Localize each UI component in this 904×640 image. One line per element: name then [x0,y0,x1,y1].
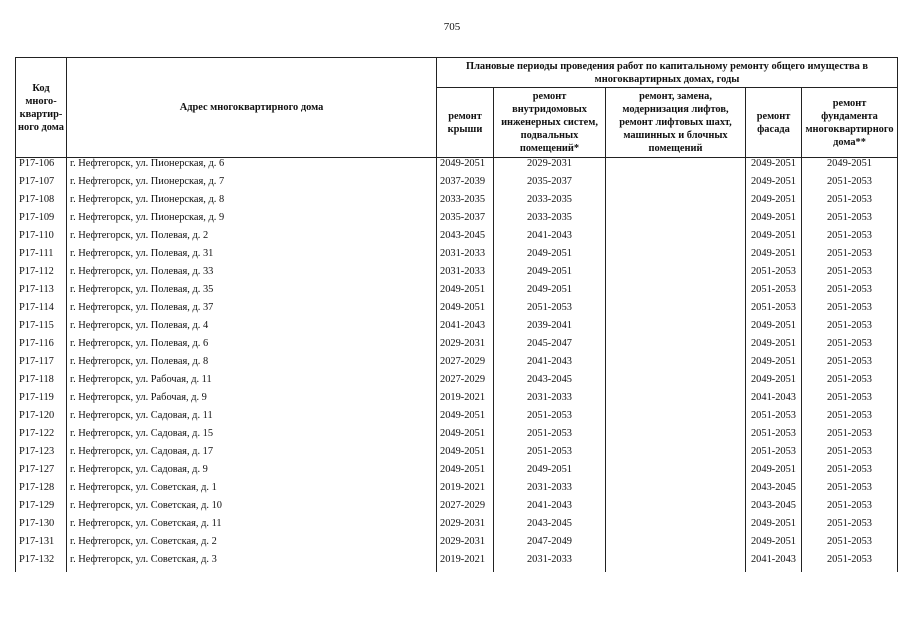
cell-roof: 2019-2021 [437,482,494,500]
cell-code: P17-111 [16,248,67,266]
cell-facade: 2051-2053 [746,410,802,428]
cell-foundation: 2051-2053 [802,248,898,266]
cell-roof: 2049-2051 [437,464,494,482]
cell-roof: 2037-2039 [437,176,494,194]
table-row [16,374,898,392]
cell-elevators [606,428,746,446]
cell-roof: 2033-2035 [437,194,494,212]
cell-code: P17-109 [16,212,67,230]
table-row [16,194,898,212]
cell-code: P17-108 [16,194,67,212]
cell-elevators [606,230,746,248]
table-row [16,230,898,248]
header-planned-periods: Плановые периоды проведения работ по капитальному ремонту общего имущества в многоквартирных домах, годы [437,58,898,88]
cell-foundation: 2051-2053 [802,500,898,518]
cell-foundation: 2051-2053 [802,302,898,320]
cell-utilities: 2041-2043 [494,356,606,374]
cell-address: г. Нефтегорск, ул. Пионерская, д. 6 [67,158,437,177]
cell-facade: 2049-2051 [746,464,802,482]
cell-address: г. Нефтегорск, ул. Пионерская, д. 7 [67,176,437,194]
cell-elevators [606,248,746,266]
cell-address: г. Нефтегорск, ул. Советская, д. 10 [67,500,437,518]
cell-code: P17-129 [16,500,67,518]
cell-foundation: 2051-2053 [802,284,898,302]
cell-utilities: 2041-2043 [494,230,606,248]
cell-address: г. Нефтегорск, ул. Советская, д. 1 [67,482,437,500]
cell-facade: 2051-2053 [746,266,802,284]
cell-address: г. Нефтегорск, ул. Рабочая, д. 11 [67,374,437,392]
cell-foundation: 2051-2053 [802,338,898,356]
cell-code: P17-114 [16,302,67,320]
header-code: Код много-квартир-ного дома [16,58,67,158]
cell-code: P17-117 [16,356,67,374]
cell-foundation: 2051-2053 [802,428,898,446]
table-row [16,284,898,302]
cell-utilities: 2051-2053 [494,428,606,446]
cell-address: г. Нефтегорск, ул. Советская, д. 11 [67,518,437,536]
cell-facade: 2049-2051 [746,158,802,177]
cell-elevators [606,482,746,500]
cell-facade: 2051-2053 [746,302,802,320]
cell-roof: 2031-2033 [437,266,494,284]
cell-code: P17-119 [16,392,67,410]
header-address: Адрес многоквартирного дома [67,58,437,158]
cell-elevators [606,320,746,338]
cell-foundation: 2051-2053 [802,176,898,194]
cell-foundation: 2051-2053 [802,410,898,428]
cell-roof: 2031-2033 [437,248,494,266]
cell-address: г. Нефтегорск, ул. Пионерская, д. 8 [67,194,437,212]
cell-facade: 2049-2051 [746,212,802,230]
cell-facade: 2041-2043 [746,392,802,410]
cell-roof: 2043-2045 [437,230,494,248]
cell-elevators [606,356,746,374]
table-body [16,158,898,573]
header-foundation: ремонт фундамента многоквартирного дома** [802,88,898,158]
cell-roof: 2029-2031 [437,536,494,554]
cell-elevators [606,410,746,428]
cell-elevators [606,176,746,194]
cell-elevators [606,392,746,410]
cell-address: г. Нефтегорск, ул. Садовая, д. 15 [67,428,437,446]
cell-foundation: 2051-2053 [802,464,898,482]
cell-foundation: 2051-2053 [802,536,898,554]
cell-code: P17-110 [16,230,67,248]
table-row [16,446,898,464]
cell-address: г. Нефтегорск, ул. Пионерская, д. 9 [67,212,437,230]
cell-address: г. Нефтегорск, ул. Полевая, д. 6 [67,338,437,356]
cell-elevators [606,464,746,482]
cell-facade: 2051-2053 [746,428,802,446]
cell-code: P17-123 [16,446,67,464]
header-roof: ремонт крыши [437,88,494,158]
cell-code: P17-106 [16,158,67,177]
cell-facade: 2049-2051 [746,248,802,266]
cell-facade: 2049-2051 [746,356,802,374]
cell-code: P17-127 [16,464,67,482]
cell-utilities: 2031-2033 [494,482,606,500]
cell-utilities: 2033-2035 [494,212,606,230]
cell-address: г. Нефтегорск, ул. Садовая, д. 9 [67,464,437,482]
cell-utilities: 2031-2033 [494,554,606,572]
cell-code: P17-120 [16,410,67,428]
header-facade: ремонт фасада [746,88,802,158]
cell-utilities: 2043-2045 [494,518,606,536]
table-row [16,536,898,554]
cell-roof: 2035-2037 [437,212,494,230]
table-row [16,356,898,374]
cell-utilities: 2041-2043 [494,500,606,518]
cell-utilities: 2051-2053 [494,410,606,428]
cell-elevators [606,338,746,356]
cell-elevators [606,518,746,536]
header-utilities: ремонт внутридомовых инженерных систем, подвальных помещений* [494,88,606,158]
cell-facade: 2049-2051 [746,230,802,248]
cell-facade: 2051-2053 [746,446,802,464]
table-row [16,428,898,446]
cell-elevators [606,212,746,230]
cell-code: P17-128 [16,482,67,500]
page-number: 705 [443,21,461,33]
cell-code: P17-115 [16,320,67,338]
cell-code: P17-116 [16,338,67,356]
cell-elevators [606,554,746,572]
cell-address: г. Нефтегорск, ул. Советская, д. 2 [67,536,437,554]
cell-roof: 2049-2051 [437,428,494,446]
cell-facade: 2043-2045 [746,482,802,500]
table-row [16,320,898,338]
cell-utilities: 2031-2033 [494,392,606,410]
cell-address: г. Нефтегорск, ул. Полевая, д. 35 [67,284,437,302]
cell-roof: 2019-2021 [437,554,494,572]
cell-address: г. Нефтегорск, ул. Советская, д. 3 [67,554,437,572]
cell-code: P17-107 [16,176,67,194]
cell-foundation: 2051-2053 [802,482,898,500]
cell-utilities: 2035-2037 [494,176,606,194]
cell-foundation: 2051-2053 [802,320,898,338]
table-row [16,410,898,428]
cell-utilities: 2039-2041 [494,320,606,338]
cell-elevators [606,266,746,284]
cell-elevators [606,374,746,392]
cell-facade: 2049-2051 [746,518,802,536]
cell-foundation: 2051-2053 [802,392,898,410]
table-row [16,338,898,356]
table-row [16,482,898,500]
cell-facade: 2049-2051 [746,374,802,392]
cell-address: г. Нефтегорск, ул. Полевая, д. 33 [67,266,437,284]
cell-roof: 2049-2051 [437,446,494,464]
cell-address: г. Нефтегорск, ул. Полевая, д. 2 [67,230,437,248]
cell-facade: 2049-2051 [746,338,802,356]
cell-facade: 2049-2051 [746,536,802,554]
capital-repair-schedule-table [15,57,898,572]
cell-utilities: 2049-2051 [494,464,606,482]
cell-elevators [606,194,746,212]
cell-roof: 2049-2051 [437,302,494,320]
cell-facade: 2041-2043 [746,554,802,572]
cell-foundation: 2051-2053 [802,554,898,572]
cell-roof: 2049-2051 [437,158,494,177]
cell-utilities: 2043-2045 [494,374,606,392]
cell-foundation: 2051-2053 [802,230,898,248]
table-row [16,518,898,536]
cell-code: P17-132 [16,554,67,572]
cell-elevators [606,302,746,320]
table-row [16,392,898,410]
table-row [16,248,898,266]
cell-utilities: 2051-2053 [494,446,606,464]
cell-foundation: 2051-2053 [802,212,898,230]
cell-code: P17-112 [16,266,67,284]
cell-facade: 2043-2045 [746,500,802,518]
cell-roof: 2027-2029 [437,356,494,374]
cell-facade: 2049-2051 [746,194,802,212]
cell-facade: 2049-2051 [746,176,802,194]
cell-utilities: 2033-2035 [494,194,606,212]
cell-utilities: 2049-2051 [494,284,606,302]
cell-utilities: 2049-2051 [494,248,606,266]
cell-roof: 2027-2029 [437,500,494,518]
cell-address: г. Нефтегорск, ул. Полевая, д. 37 [67,302,437,320]
cell-address: г. Нефтегорск, ул. Садовая, д. 11 [67,410,437,428]
cell-address: г. Нефтегорск, ул. Полевая, д. 4 [67,320,437,338]
cell-address: г. Нефтегорск, ул. Рабочая, д. 9 [67,392,437,410]
cell-utilities: 2047-2049 [494,536,606,554]
cell-facade: 2049-2051 [746,320,802,338]
cell-roof: 2049-2051 [437,410,494,428]
cell-utilities: 2029-2031 [494,158,606,177]
cell-foundation: 2051-2053 [802,518,898,536]
cell-address: г. Нефтегорск, ул. Садовая, д. 17 [67,446,437,464]
table-row [16,464,898,482]
cell-elevators [606,446,746,464]
table-row [16,158,898,177]
cell-foundation: 2051-2053 [802,266,898,284]
table-row [16,302,898,320]
table-row [16,500,898,518]
cell-code: P17-131 [16,536,67,554]
cell-roof: 2019-2021 [437,392,494,410]
cell-roof: 2029-2031 [437,518,494,536]
table-row [16,266,898,284]
cell-foundation: 2049-2051 [802,158,898,177]
table-row [16,554,898,572]
cell-code: P17-130 [16,518,67,536]
cell-code: P17-122 [16,428,67,446]
cell-foundation: 2051-2053 [802,446,898,464]
cell-elevators [606,500,746,518]
cell-utilities: 2049-2051 [494,266,606,284]
cell-utilities: 2045-2047 [494,338,606,356]
cell-roof: 2049-2051 [437,284,494,302]
cell-facade: 2051-2053 [746,284,802,302]
cell-foundation: 2051-2053 [802,374,898,392]
cell-address: г. Нефтегорск, ул. Полевая, д. 31 [67,248,437,266]
cell-code: P17-113 [16,284,67,302]
cell-foundation: 2051-2053 [802,356,898,374]
cell-roof: 2041-2043 [437,320,494,338]
header-elevators: ремонт, замена, модернизация лифтов, ремонт лифтовых шахт, машинных и блочных помещений [606,88,746,158]
cell-foundation: 2051-2053 [802,194,898,212]
cell-roof: 2027-2029 [437,374,494,392]
cell-elevators [606,158,746,177]
cell-elevators [606,284,746,302]
cell-elevators [606,536,746,554]
cell-code: P17-118 [16,374,67,392]
cell-address: г. Нефтегорск, ул. Полевая, д. 8 [67,356,437,374]
table-row [16,212,898,230]
table-row [16,176,898,194]
cell-roof: 2029-2031 [437,338,494,356]
cell-utilities: 2051-2053 [494,302,606,320]
